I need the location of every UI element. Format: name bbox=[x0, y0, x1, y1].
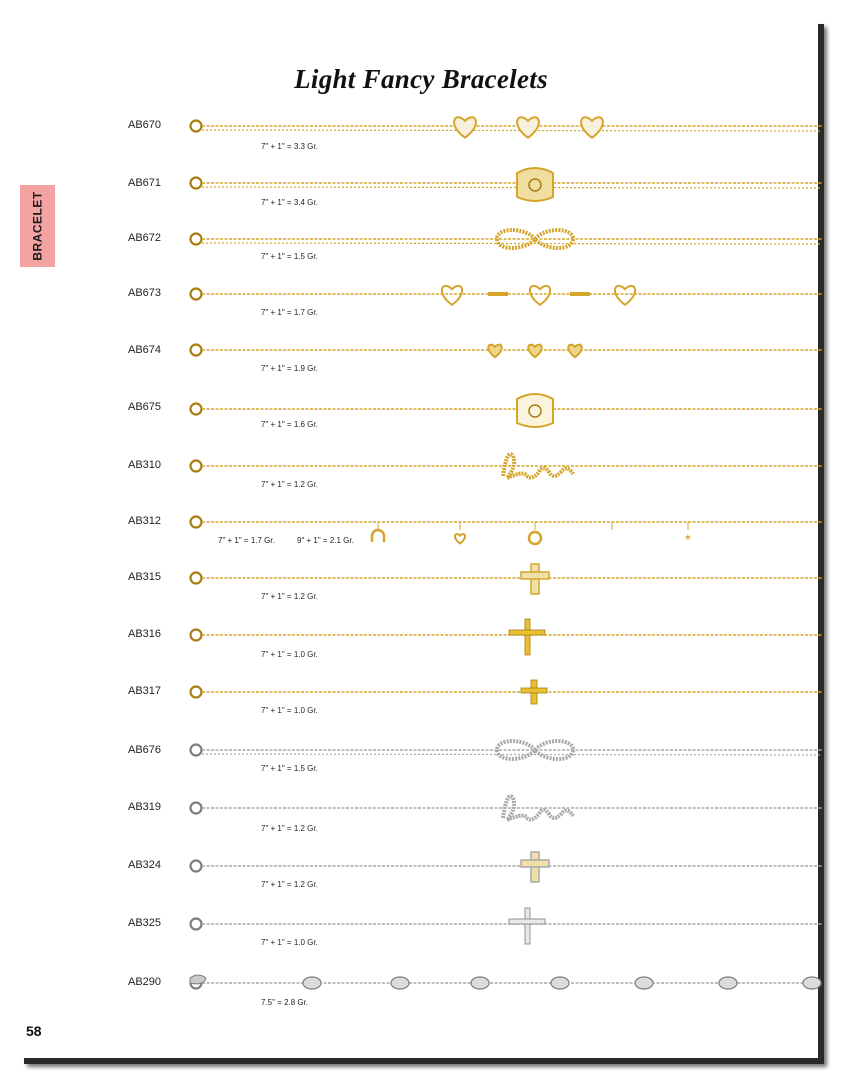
weight-AB324: 7" + 1" = 1.2 Gr. bbox=[261, 880, 318, 889]
bracelet-AB673 bbox=[191, 286, 823, 305]
weight-AB672: 7" + 1" = 1.5 Gr. bbox=[261, 252, 318, 261]
code-AB312: AB312 bbox=[128, 515, 162, 527]
code-AB315: AB315 bbox=[128, 571, 162, 583]
code-AB671: AB671 bbox=[128, 177, 162, 189]
weight-AB325: 7" + 1" = 1.0 Gr. bbox=[261, 938, 318, 947]
code-AB672: AB672 bbox=[128, 232, 162, 244]
code-AB319: AB319 bbox=[128, 801, 162, 813]
weight-AB674: 7" + 1" = 1.9 Gr. bbox=[261, 364, 318, 373]
svg-text:✶: ✶ bbox=[683, 533, 693, 544]
weight-AB671: 7" + 1" = 3.4 Gr. bbox=[261, 198, 318, 207]
weight-AB317: 7" + 1" = 1.0 Gr. bbox=[261, 706, 318, 715]
bracelet-AB312 bbox=[191, 517, 823, 546]
weight-AB675: 7" + 1" = 1.6 Gr. bbox=[261, 420, 318, 429]
weight2-AB312: 9" + 1" = 2.1 Gr. bbox=[297, 536, 354, 545]
code-AB673: AB673 bbox=[128, 287, 162, 299]
bracelet-AB324 bbox=[191, 852, 823, 882]
code-AB325: AB325 bbox=[128, 917, 162, 929]
weight-AB316: 7" + 1" = 1.0 Gr. bbox=[261, 650, 318, 659]
section-tab-label: BRACELET bbox=[30, 191, 45, 261]
weight-AB312: 7" + 1" = 1.7 Gr. bbox=[218, 536, 275, 545]
bracelet-AB315 bbox=[191, 564, 823, 594]
code-AB676: AB676 bbox=[128, 744, 162, 756]
code-AB310: AB310 bbox=[128, 459, 162, 471]
code-AB324: AB324 bbox=[128, 859, 162, 871]
bracelet-AB310 bbox=[191, 451, 823, 481]
bracelet-AB671 bbox=[191, 168, 823, 201]
code-AB674: AB674 bbox=[128, 344, 162, 356]
weight-AB319: 7" + 1" = 1.2 Gr. bbox=[261, 824, 318, 833]
code-AB317: AB317 bbox=[128, 685, 162, 697]
bracelet-AB676 bbox=[191, 741, 823, 759]
code-AB316: AB316 bbox=[128, 628, 162, 640]
weight-AB310: 7" + 1" = 1.2 Gr. bbox=[261, 480, 318, 489]
page-number: 58 bbox=[26, 1023, 42, 1039]
weight-AB670: 7" + 1" = 3.3 Gr. bbox=[261, 142, 318, 151]
weight-AB290: 7.5" = 2.8 Gr. bbox=[261, 998, 309, 1007]
bracelet-AB317 bbox=[191, 680, 823, 704]
code-AB290: AB290 bbox=[128, 976, 162, 988]
bracelet-AB319 bbox=[191, 793, 823, 823]
bracelet-AB290 bbox=[190, 975, 822, 989]
bracelet-AB674 bbox=[191, 345, 823, 358]
bracelet-AB670 bbox=[191, 117, 823, 137]
weight-AB676: 7" + 1" = 1.5 Gr. bbox=[261, 764, 318, 773]
page-title: Light Fancy Bracelets bbox=[294, 64, 548, 94]
weight-AB315: 7" + 1" = 1.2 Gr. bbox=[261, 592, 318, 601]
weight-AB673: 7" + 1" = 1.7 Gr. bbox=[261, 308, 318, 317]
code-AB670: AB670 bbox=[128, 119, 162, 131]
code-AB675: AB675 bbox=[128, 401, 162, 413]
bracelet-AB672 bbox=[191, 230, 823, 248]
